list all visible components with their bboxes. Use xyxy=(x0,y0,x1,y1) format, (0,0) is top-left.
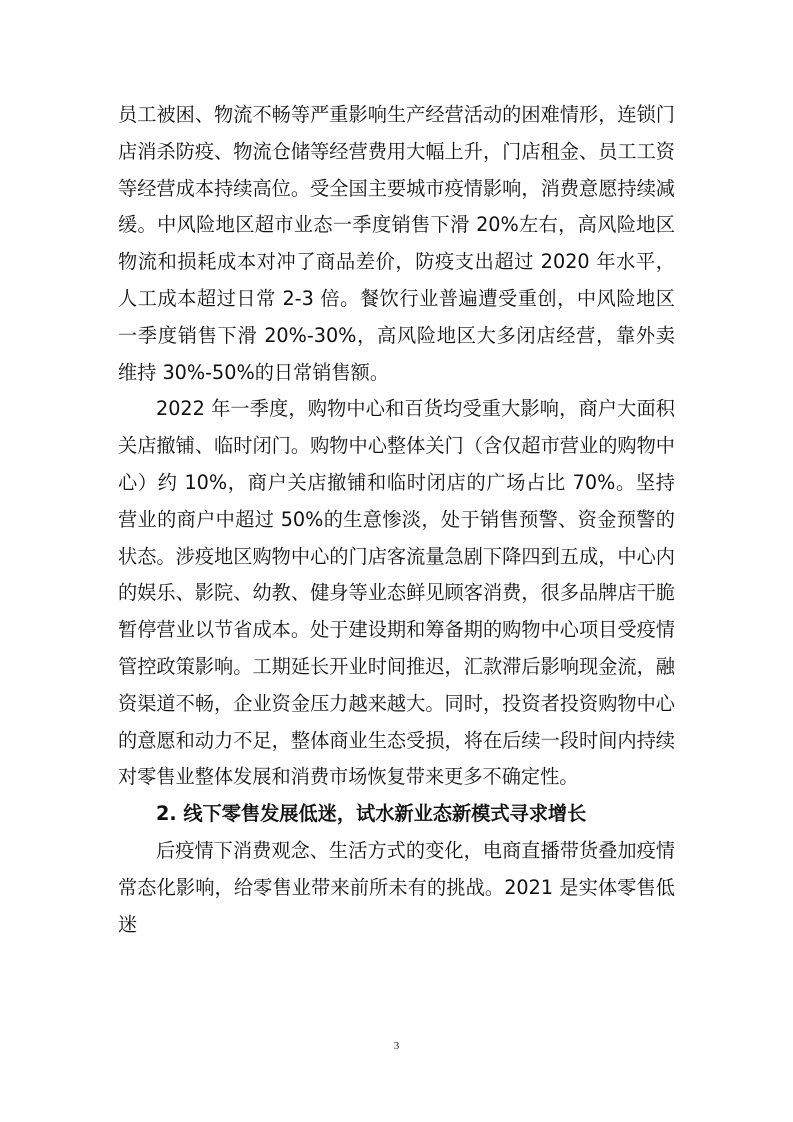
paragraph-continued: 员工被困、物流不畅等严重影响生产经营活动的困难情形，连锁门店消杀防疫、物流仓储等经营费用大幅上升，门店租金、员工工资等经营成本持续高位。受全国主要城市疫情影响，消费意愿持续减缓。中风险地区超市业态一季度销售下滑 20%左右，高风险地区物流和损耗成本对冲了商品差价，防疫支出超过 2020 年水平，人工成本超过日常 2-3 倍。餐饮行业普遍遭受重创，中风险地区一季度销售下滑 20%-30%，高风险地区大多闭店经营，靠外卖维持 30%-50%的日常销售额。 xyxy=(118,103,675,384)
section-heading: 2. 线下零售发展低迷，试水新业态新模式寻求增长 xyxy=(156,802,587,826)
paragraph-post-pandemic: 后疫情下消费观念、生活方式的变化，电商直播带货叠加疫情常态化影响，给零售业带来前所未有的挑战。2021 是实体零售低迷 xyxy=(118,838,675,936)
page-number: 3 xyxy=(393,1040,400,1052)
body-text xyxy=(118,97,675,943)
paragraph-q1-impact: 2022 年一季度，购物中心和百货均受重大影响，商户大面积关店撤铺、临时闭门。购物中心整体关门（含仅超市营业的购物中心）约 10%，商户关店撤铺和临时闭店的广场占比 70%。坚持营业的商户中超过 50%的生意惨淡，处于销售预警、资金预警的状态。涉疫地区购物中心的门店客流量急剧下降四到五成，中心内的娱乐、影院、幼教、健身等业态鲜见顾客消费，很多品牌店干脆暂停营业以节省成本。处于建设期和筹备期的购物中心项目受疫情管控政策影响。工期延长开业时间推迟，汇款滞后影响现金流，融资渠道不畅，企业资金压力越来越大。同时，投资者投资购物中心的意愿和动力不足，整体商业生态受损，将在后续一段时间内持续对零售业整体发展和消费市场恢复带来更多不确定性。 xyxy=(118,397,675,789)
